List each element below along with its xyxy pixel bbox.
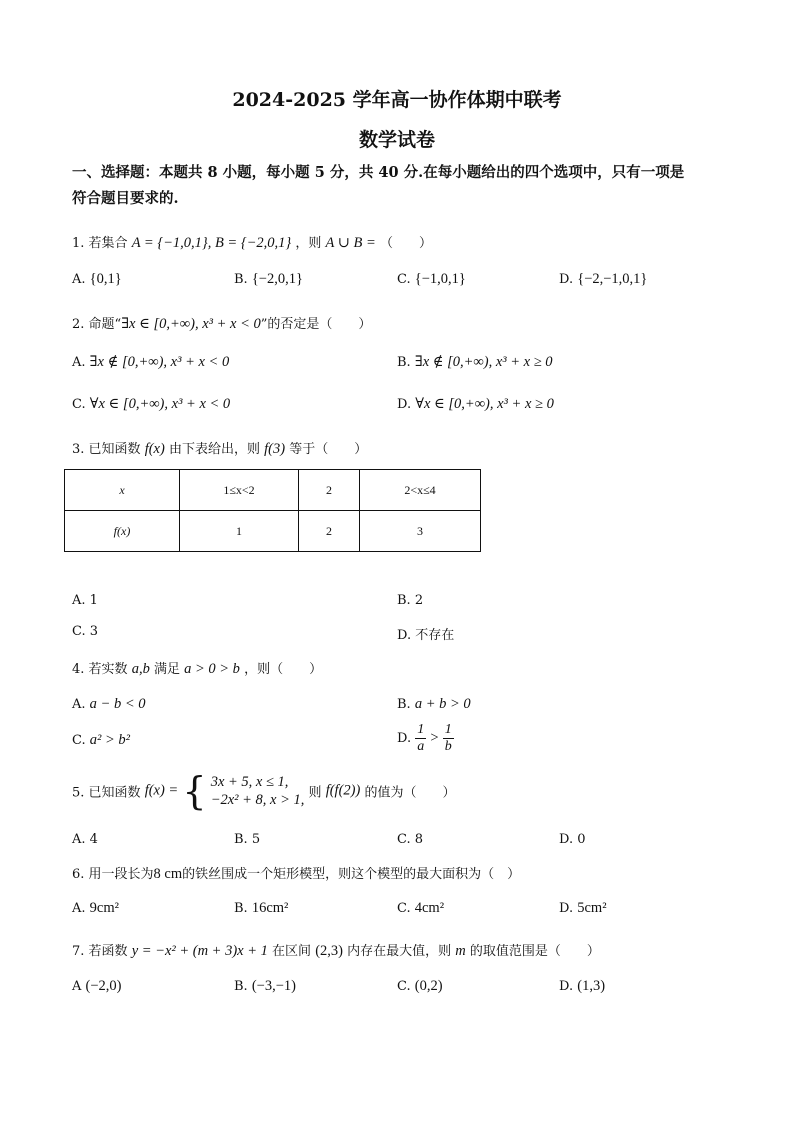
table-cell: 1≤x<2 [180,470,299,511]
q1-option-d-label: D. [559,272,578,287]
table-cell: f(x) [65,511,180,552]
q2-option-a[interactable] [72,354,229,371]
q1-option-b[interactable] [234,271,303,288]
q5-piecewise [211,773,305,809]
q1-option-d[interactable] [559,271,647,288]
q6-option-d-math: 5cm² [577,900,607,916]
question-1 [72,232,432,252]
q6-option-a-label: A. [72,901,90,916]
q7-option-b[interactable] [234,978,296,995]
q2-prefix: 2. 命题“ [72,317,122,332]
q2-option-d-math: ∀x ∈ [0,+∞), x³ + x ≥ 0 [415,396,554,412]
q6-option-a-math: 9cm² [89,900,119,916]
q5-option-b[interactable]: B. 5 [234,832,261,847]
q1-option-b-label: B. [234,272,252,287]
q6-suffix: 的铁丝围成一个矩形模型，则这个模型的最大面积为（ ） [182,867,521,882]
q4-prefix: 4. 若实数 [72,662,128,677]
q6-math-length: 8 cm [153,866,183,882]
q1-suffix: （ ） [379,236,432,251]
q4-suffix: ，则（ ） [244,662,323,677]
section-heading-line2: 符合题目要求的. [72,190,179,207]
q6-option-d[interactable] [559,900,607,917]
exam-title: 2024-2025 学年高一协作体期中联考 [232,89,562,111]
q7-mid: 在区间 [272,944,312,959]
q1-option-b-math: {−2,0,1} [251,271,303,287]
q6-option-d-label: D. [559,901,578,916]
question-3 [72,438,367,458]
left-brace-icon: { [182,769,207,813]
q5-suffix: 的值为（ ） [364,785,456,801]
q4-math-ab: a,b [131,661,150,677]
q4-option-c[interactable] [72,732,130,749]
fraction-denominator: a [417,739,425,754]
q7-math-interval: (2,3) [315,943,343,959]
q6-option-c-math: 4cm² [414,900,445,916]
q2-suffix: ”的否定是（ ） [260,317,372,332]
table-row [65,511,481,552]
fraction-numerator: 1 [417,722,425,737]
q5-option-a[interactable]: A. 4 [72,832,98,847]
q7-option-c-label: C. [397,979,415,994]
q3-option-d[interactable]: D. 不存在 [397,628,455,643]
q2-option-b[interactable] [397,354,553,371]
q2-option-d[interactable] [397,396,554,413]
q7-math-function: y = −x² + (m + 3)x + 1 [131,943,268,959]
q5-math-ff2: f(f(2)) [325,782,361,799]
q3-math-fx: f(x) [144,441,165,457]
table-cell: 1 [180,511,299,552]
fraction-numerator: 1 [444,722,452,737]
q1-option-a-math: {0,1} [89,271,122,287]
section-heading [72,160,732,212]
q7-option-a-math: (−2,0) [85,978,122,994]
q7-suffix: 的取值范围是（ ） [469,944,600,959]
q4-fraction-2 [443,722,454,755]
q4-option-c-label: C. [72,733,90,748]
q4-mid: 满足 [153,662,180,677]
fraction-denominator: b [444,739,452,754]
q7-option-d[interactable] [559,978,605,995]
q4-option-a[interactable] [72,696,145,713]
q3-mid: 由下表给出，则 [168,442,260,457]
q2-option-d-label: D. [397,397,416,412]
q3-option-a[interactable]: A. 1 [72,593,98,608]
q2-option-a-math: ∃x ∉ [0,+∞), x³ + x < 0 [89,354,230,370]
table-cell: 2 [299,470,360,511]
q7-option-a-label: A [72,979,82,994]
question-6 [72,863,520,883]
q4-option-d[interactable] [397,722,454,755]
table-cell: 2<x≤4 [360,470,481,511]
q7-option-c[interactable] [397,978,443,995]
q3-option-c[interactable]: C. 3 [72,624,99,639]
q1-math-union: A ∪ B = [325,235,376,251]
table-cell: x [65,470,180,511]
q1-math-sets: A = {−1,0,1}, B = {−2,0,1} [131,235,292,251]
q5-prefix: 5. 已知函数 [72,785,141,801]
q7-option-d-label: D. [559,979,578,994]
q6-option-b-label: B. [234,901,252,916]
q4-fraction-1 [415,722,426,755]
q5-option-c[interactable]: C. 8 [397,832,424,847]
q4-option-d-label: D. [397,731,416,746]
exam-subtitle: 数学试卷 [358,129,435,151]
q6-option-c-label: C. [397,901,415,916]
table-cell: 2 [299,511,360,552]
q5-option-d[interactable]: D. 0 [559,832,586,847]
q7-prefix: 7. 若函数 [72,944,128,959]
q1-option-c-math: {−1,0,1} [414,271,466,287]
q4-math-cond: a > 0 > b [184,661,240,677]
q5-case-1: 3x + 5, x ≤ 1, [210,774,289,790]
q4-option-b-math: a + b > 0 [414,696,471,712]
q1-mid: ，则 [295,236,322,251]
q5-mid: 则 [308,785,322,801]
question-2 [72,313,371,333]
q1-prefix: 1. 若集合 [72,236,128,251]
q3-prefix: 3. 已知函数 [72,442,141,457]
q6-option-c[interactable] [397,900,444,917]
q7-option-b-math: (−3,−1) [251,978,296,994]
q6-option-b-math: 16cm² [251,900,289,916]
q2-option-b-math: ∃x ∉ [0,+∞), x³ + x ≥ 0 [414,354,553,370]
q7-option-c-math: (0,2) [414,978,443,994]
q4-option-b-label: B. [397,697,415,712]
q4-option-b[interactable] [397,696,471,713]
q7-mid2: 内存在最大值，则 [347,944,452,959]
q4-option-a-math: a − b < 0 [89,696,146,712]
q2-option-a-label: A. [72,355,90,370]
q6-option-a[interactable] [72,900,119,917]
q1-option-a-label: A. [72,272,90,287]
q2-option-c-math: ∀x ∈ [0,+∞), x³ + x < 0 [89,396,231,412]
q3-option-b[interactable]: B. 2 [397,593,424,608]
table-row [65,470,481,511]
q3-math-f3: f(3) [264,441,286,457]
q3-function-table [64,469,481,552]
q6-prefix: 6. 用一段长为 [72,867,154,882]
q2-math: ∃x ∈ [0,+∞), x³ + x < 0 [121,316,261,332]
question-7 [72,940,600,960]
q1-option-a[interactable] [72,271,122,288]
q2-option-b-label: B. [397,355,415,370]
q1-option-c[interactable] [397,271,466,288]
q2-option-c-label: C. [72,397,90,412]
q4-option-d-operator: > [430,730,439,746]
question-5 [72,769,456,813]
q1-option-c-label: C. [397,272,415,287]
q7-math-m: m [455,943,466,959]
q7-option-a[interactable] [72,978,122,995]
q4-option-a-label: A. [72,697,90,712]
q6-option-b[interactable] [234,900,288,917]
q5-math-fx: f(x) = [144,782,179,799]
question-4 [72,658,322,678]
q4-option-c-math: a² > b² [89,732,130,748]
q7-option-d-math: (1,3) [577,978,606,994]
q1-option-d-math: {−2,−1,0,1} [577,271,648,287]
q5-case-2: −2x² + 8, x > 1, [210,792,305,808]
q2-option-c[interactable] [72,396,230,413]
q3-suffix: 等于（ ） [289,442,368,457]
table-cell: 3 [360,511,481,552]
q7-option-b-label: B. [234,979,252,994]
section-heading-line1: 一、选择题：本题共 8 小题，每小题 5 分，共 40 分.在每小题给出的四个选项中，只有一项是 [72,164,685,181]
